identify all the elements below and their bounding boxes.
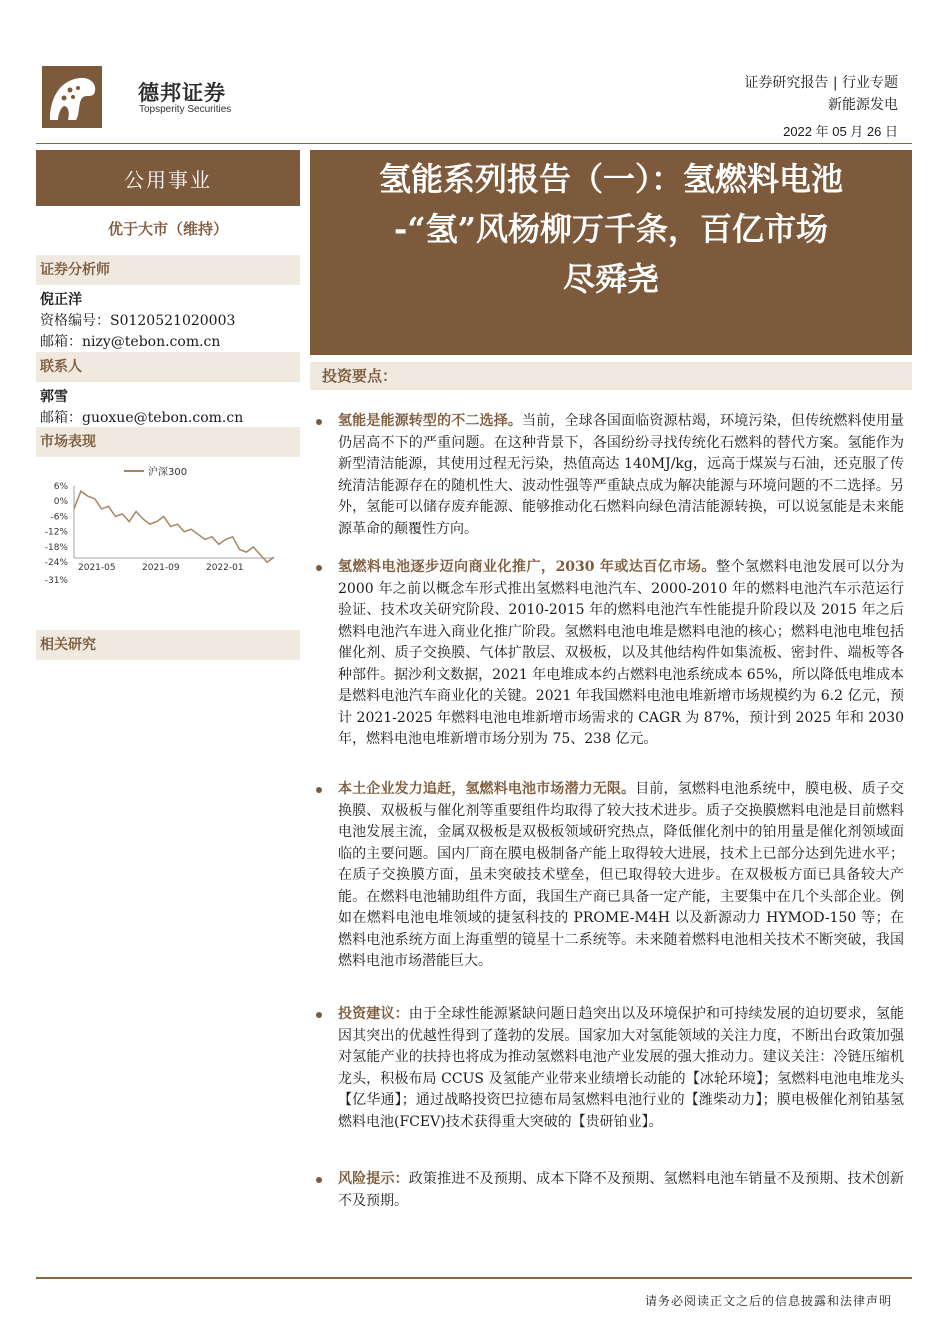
point-4: [320, 1004, 904, 1133]
point-3: [320, 779, 904, 973]
point-text: 整个氢燃料电池发展可以分为 2000 年之前以概念车形式推出氢燃料电池汽车、2000-2010 年的燃料电池汽车示范运行验证、技术攻关研究阶段、2010-2015 年的燃料电池汽车性能提升阶段以及 2015 年之后燃料电池汽车进入商业化推广阶段。氢燃料电池电堆是燃料电池的核心；燃料电池电堆包括催化剂、质子交换膜、气体扩散层、双极板，以及其他结构件如集流板、密封件、端板等各种部件。据沙利文数据，2021 年电堆成本约占燃料电池系统成本 65%，所以降低电堆成本是燃料电池汽车商业化的关键。2021 年我国燃料电池电堆新增市场规模约为 6.2 亿元，预计 2021-2025 年燃料电池电堆新增市场需求的 CAGR 为 87%，预计到 2025 年和 2030 年，燃料电池电堆新增市场分别为 75、238 亿元。: [338, 559, 905, 747]
analyst-name: 倪正洋: [40, 292, 82, 308]
point-1: [320, 411, 904, 540]
bullet-icon: [316, 419, 322, 425]
rating-label: 优于大市（维持）: [107, 220, 228, 238]
report-type: 证券研究报告 | 行业专题: [744, 75, 898, 91]
y-tick-label: 0%: [53, 497, 68, 508]
point-lead: 风险提示：: [338, 1171, 409, 1187]
report-title: [310, 150, 912, 355]
title-line-3: 尽舜尧: [562, 260, 659, 298]
analyst-heading: 证券分析师: [36, 255, 300, 285]
legend-label: 沪深300: [148, 467, 188, 478]
brand-name-en: Topsperity Securities: [139, 104, 232, 115]
market-performance-chart: [36, 458, 300, 598]
x-tick-label: 2021-09: [142, 563, 180, 573]
title-line-1: 氢能系列报告（一）：氢燃料电池: [378, 160, 843, 198]
footer-divider: [36, 1277, 912, 1279]
point-text: 当前，全球各国面临资源枯竭，环境污染，但传统燃料使用量仍居高不下的严重问题。在这种背景下，各国纷纷寻找传统化石燃料的替代方案。氢能作为新型清洁能源，其使用过程无污染，热值高达 140MJ/kg，远高于煤炭与石油，还克服了传统清洁能源存在的随机性大、波动性强等严重缺点成为解决能源与环境问题的不二选择。另外，氢能可以储存废弃能源、能够推动化石燃料向绿色清洁能源转换，可以说氢能是未来能源革命的颠覆性方向。: [338, 413, 904, 537]
contact-name: 郭雪: [40, 389, 68, 405]
x-tick-label: 2021-05: [78, 563, 116, 573]
y-tick-label: -6%: [50, 512, 68, 523]
tebon-logo: [40, 64, 104, 130]
point-lead: 本土企业发力追赶，氢燃料电池市场潜力无限。: [338, 781, 636, 797]
bullet-icon: [316, 565, 322, 571]
contact-heading: 联系人: [36, 352, 300, 382]
analyst-email[interactable]: 邮箱：nizy@tebon.com.cn: [40, 334, 221, 350]
point-text: 政策推进不及预期、成本下降不及预期、氢燃料电池车销量不及预期、技术创新不及预期。: [338, 1171, 905, 1209]
header-divider: [36, 143, 912, 144]
y-tick-label: -12%: [44, 527, 68, 538]
point-lead: 氢燃料电池逐步迈向商业化推广，2030 年或达百亿市场。: [338, 559, 716, 575]
point-lead: 氢能是能源转型的不二选择。: [338, 413, 522, 429]
report-date: 2022 年 05 月 26 日: [783, 124, 898, 139]
point-text: 由于全球性能源紧缺问题日趋突出以及环境保护和可持续发展的迫切要求，氢能因其突出的优越性得到了蓬勃的发展。国家加大对氢能领域的关注力度，不断出台政策加强对氢能产业的扶持也将成为推动氢燃料电池产业发展的强大推动力。建议关注：冷链压缩机龙头，积极布局 CCUS 及氢能产业带来业绩增长动能的【冰轮环境】；氢燃料电池电堆龙头【亿华通】；通过战略投资巴拉德布局氢燃料电池行业的【潍柴动力】；膜电极催化剂铂基氢燃料电池(FCEV)技术获得重大突破的【贵研铂业】。: [338, 1006, 905, 1130]
bullet-icon: [316, 787, 322, 793]
point-5: [320, 1169, 904, 1212]
point-2: [320, 557, 904, 751]
title-line-2: -“氢”风杨柳万千条，百亿市场: [393, 210, 829, 248]
key-points-heading: 投资要点：: [310, 362, 912, 390]
sector-label: 公用事业: [36, 150, 300, 206]
y-tick-label: -31%: [44, 576, 68, 586]
series-line-hs300: [74, 491, 274, 562]
y-tick-label: 6%: [53, 482, 68, 492]
market-heading: 市场表现: [36, 427, 300, 457]
related-research-heading: 相关研究: [36, 630, 300, 660]
point-text: 目前，氢燃料电池系统中，膜电极、质子交换膜、双极板与催化剂等重要组件均取得了较大技术进步。质子交换膜燃料电池是目前燃料电池发展主流，金属双极板是双极板领域研究热点，降低催化剂中的铂用量是催化剂领域面临的主要问题。国内厂商在膜电极制备产能上取得较大进展，技术上已部分达到先进水平；在质子交换膜方面，虽未突破技术壁垒，但已取得较大进步。在双极板方面已具备较大产能。在燃料电池辅助组件方面，我国生产商已具备一定产能，主要集中在几个头部企业。例如在燃料电池电堆领域的捷氢科技的 PROME-M4H 以及新源动力 HYMOD-150 等；在燃料电池系统方面上海重塑的镜星十二系统等。未来随着燃料电池相关技术不断突破，我国燃料电池市场潜能巨大。: [338, 781, 905, 969]
brand-name-cn: 德邦证券: [138, 81, 226, 105]
x-tick-label: 2022-01: [206, 563, 244, 573]
bullet-icon: [316, 1012, 322, 1018]
sub-sector: 新能源发电: [828, 97, 898, 113]
bullet-icon: [316, 1177, 322, 1183]
contact-email[interactable]: 邮箱：guoxue@tebon.com.cn: [40, 410, 244, 426]
y-tick-label: -18%: [44, 542, 68, 553]
y-tick-label: -24%: [44, 558, 68, 569]
footer-disclaimer: 请务必阅读正文之后的信息披露和法律声明: [644, 1294, 892, 1308]
point-lead: 投资建议：: [338, 1006, 409, 1022]
analyst-cert: 资格编号：S0120521020003: [40, 313, 236, 329]
